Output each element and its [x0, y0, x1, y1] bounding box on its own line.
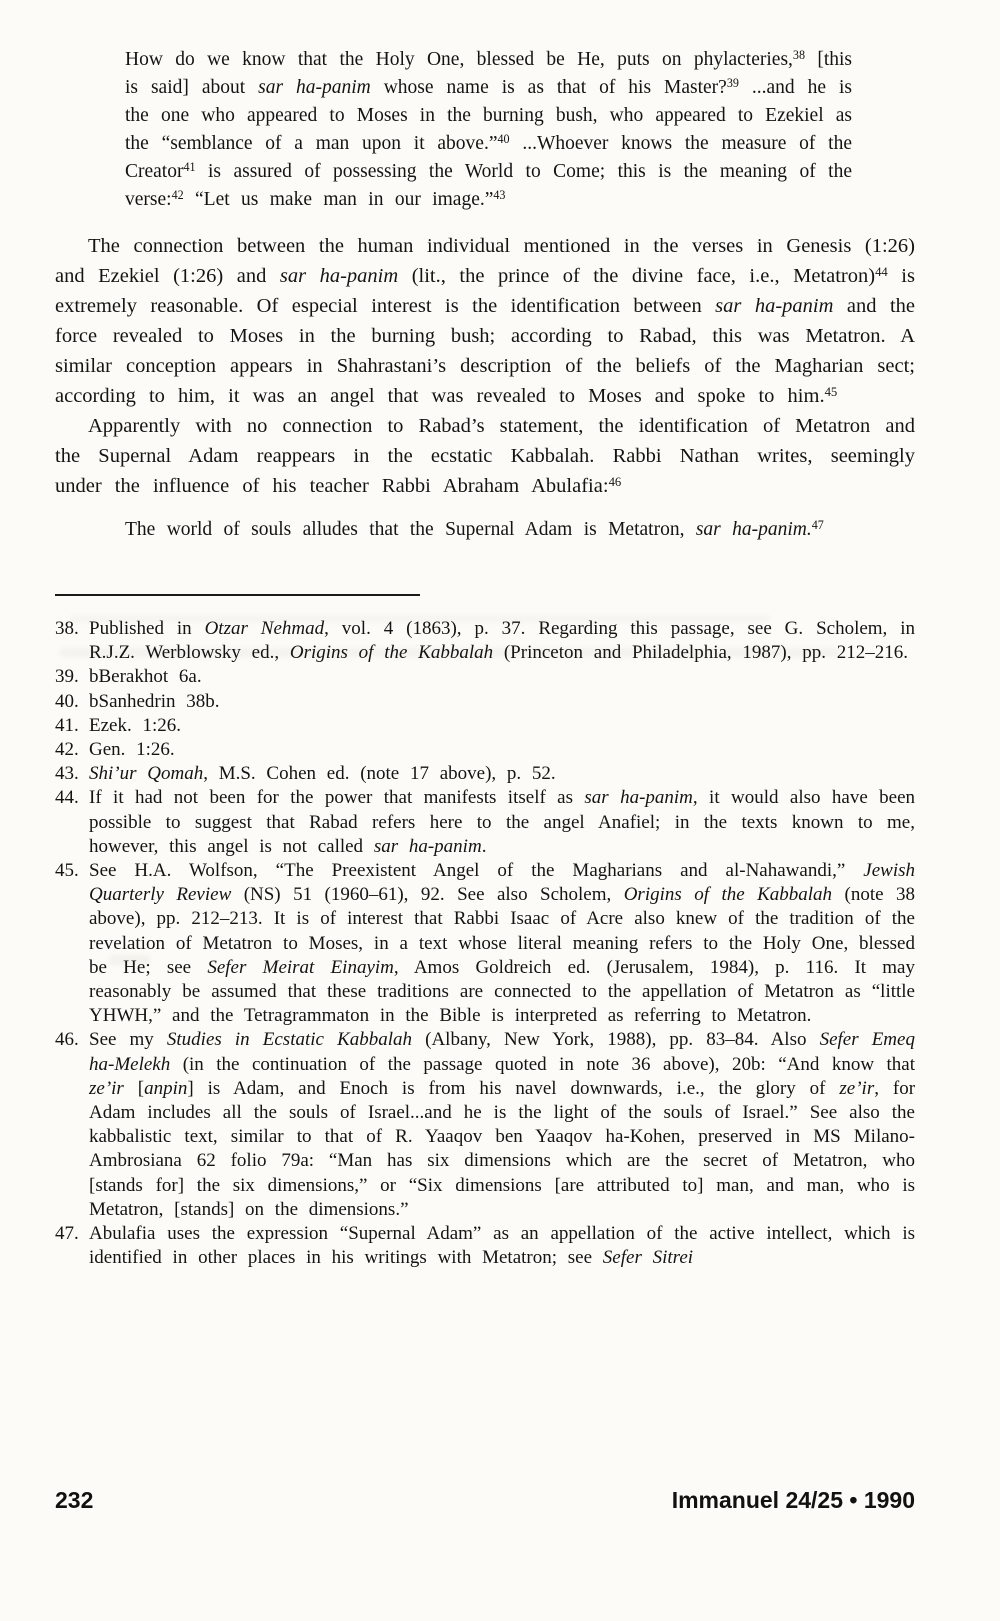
footnote-number: 42. [55, 739, 79, 761]
footnote-text: Ezek. 1:26. [89, 714, 182, 736]
footnote-number: 40. [55, 690, 79, 712]
footnote-item [55, 617, 915, 665]
footnote-number: 45. [55, 860, 79, 882]
journal-title: Immanuel 24/25 • 1990 [671, 1487, 915, 1513]
footnote-text: Abulafia uses the expression “Supernal Adam” as an appellation of the active intellect, which is identified in other places in his writings with Metatron; see Sefer Sitrei [89, 1223, 915, 1269]
footnote-item [55, 1028, 915, 1222]
paragraph-1: The connection between the human individual mentioned in the verses in Genesis (1:26) and Ezekiel (1:26) and sar ha-panim (lit., the prince of the divine face, i.e., Metatron)$^{44}$ is extremely reasonable. Of especial interest is the identification between sar ha-panim and the force revealed to Moses in the burning bush; according to Rabad, this was Metatron. A similar conception appears in Shahrastani’s description of the beliefs of the Magharian sect; according to him, it was an angel that was revealed to Moses and spoke to him.$^{45}$ [55, 235, 915, 407]
footnote-text: See my Studies in Ecstatic Kabbalah (Albany, New York, 1988), pp. 83–84. Also Sefer Emeq ha-Melekh (in the continuation of the passage quoted in note 36 above), 20b: “And know that ze’ir [anpin] is Adam, and Enoch is from his navel downwards, i.e., the glory of ze’ir, for Adam includes all the souls of Israel...and he is the light of the souls of Israel.” See also the kabbalistic text, similar to that of R. Yaaqov ben Yaaqov ha-Kohen, preserved in MS Milano-Ambrosiana 62 folio 79a: “Man has six dimensions which are the secret of Metatron, who [stands for] the six dimensions,” or “Six dimensions [are attributed to] man, and man, who is Metatron, [stands] on the dimensions.” [89, 1029, 916, 1220]
footnote-number: 38. [55, 618, 79, 639]
paragraph-2: Apparently with no connection to Rabad’s statement, the identification of Metatron and the Supernal Adam reappears in the ecstatic Kabbalah. Rabbi Nathan writes, seemingly under the influence of his teacher Rabbi Abraham Abulafia:$^{46}$ [55, 415, 915, 497]
footnote-text: If it had not been for the power that manifests itself as sar ha-panim, it would also have been possible to suggest that Rabad refers here to the angel Anafiel; in the texts known to me, however, this angel is not called sar ha-panim. [89, 787, 915, 857]
footnote-separator [55, 594, 420, 596]
footnote-text: Published in Otzar Nehmad, vol. 4 (1863), p. 37. Regarding this passage, see G. Scholem, in R.J.Z. Werblowsky ed., Origins of the Kabbalah (Princeton and Philadelphia, 1987), pp. 212–216. [89, 618, 916, 664]
footnote-item [55, 665, 915, 689]
footnote-item [55, 786, 915, 859]
footnote-item [55, 762, 915, 786]
footnote-number: 44. [55, 787, 79, 809]
footnote-number: 39. [55, 666, 79, 688]
footnote-item [55, 1222, 915, 1270]
page-number: 232 [55, 1487, 94, 1513]
footnote-text: See H.A. Wolfson, “The Preexistent Angel of the Magharians and al-Nahawandi,” Jewish Quarterly Review (NS) 51 (1960–61), 92. See also Scholem, Origins of the Kabbalah (note 38 above), pp. 212–213. It is of interest that Rabbi Isaac of Acre also knew of the tradition of the revelation of Metatron to Moses, in a text whose literal meaning refers to the Holy One, blessed be He; see Sefer Meirat Einayim, Amos Goldreich ed. (Jerusalem, 1984), p. 116. It may reasonably be assumed that these traditions are connected to the appellation of Metatron as “little YHWH,” and the Tetragrammaton in the Bible is interpreted as referring to Metatron. [89, 860, 915, 1027]
footnote-list [55, 617, 915, 1270]
footnote-number: 43. [55, 763, 79, 785]
footnote-number: 41. [55, 714, 79, 736]
page-footer [55, 1487, 915, 1514]
footnote-text: Gen. 1:26. [89, 739, 175, 761]
footnote-text: bBerakhot 6a. [89, 666, 202, 688]
footnote-number: 46. [55, 1029, 79, 1051]
footnote-number: 47. [55, 1223, 79, 1245]
quote-block-2: The world of souls alludes that the Supernal Adam is Metatron, sar ha-panim.$^{47}$ [125, 517, 824, 540]
quote-block-1: How do we know that the Holy One, blessed be He, puts on phylacteries,$^{38}$ [this is said] about sar ha-panim whose name is as that of his Master?$^{39}$ ...and he is the one who appeared to Moses in the burning bush, who appeared to Ezekiel as the “semblance of a man upon it above.”$^{40}$ ...Whoever knows the measure of the Creator$^{41}$ is assured of possessing the World to Come; this is the meaning of the verse:$^{42}$ “Let us make man in our image.”$^{43}$ [125, 47, 853, 210]
footnote-item [55, 690, 915, 714]
footnote-text: Shi’ur Qomah, M.S. Cohen ed. (note 17 above), p. 52. [89, 763, 556, 785]
footnote-item [55, 738, 915, 762]
footnote-item [55, 859, 915, 1028]
footnote-item [55, 714, 915, 738]
footnote-text: bSanhedrin 38b. [89, 690, 220, 712]
